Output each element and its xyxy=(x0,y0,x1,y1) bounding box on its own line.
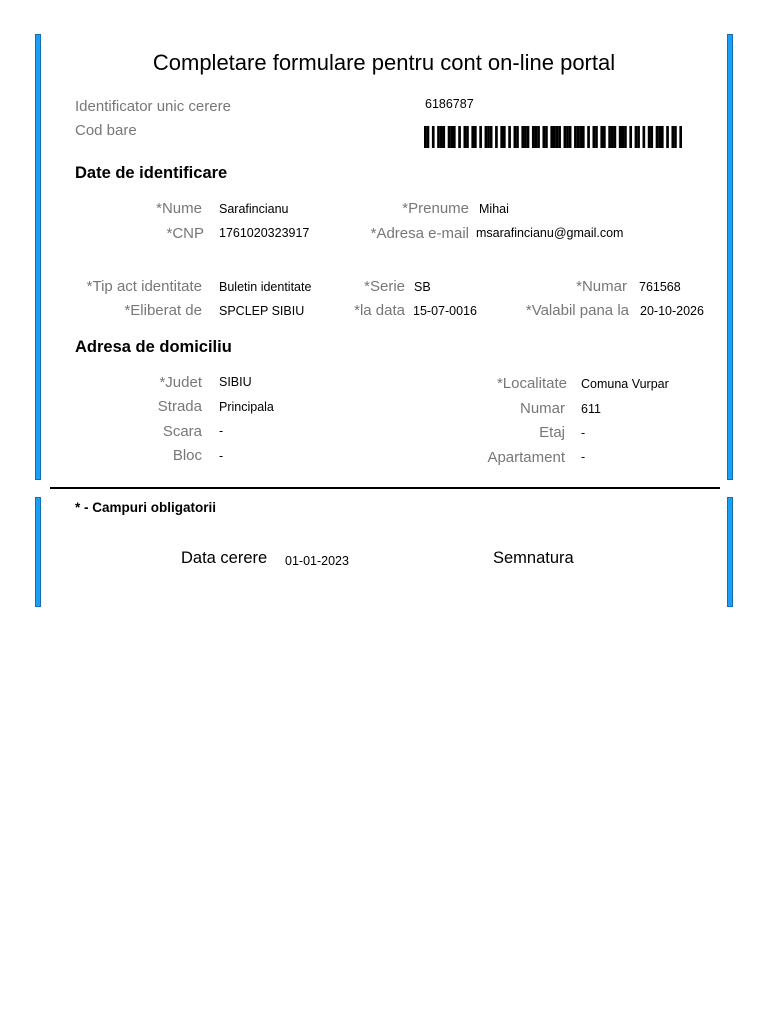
barcode-bar xyxy=(500,126,503,148)
address-heading: Adresa de domiciliu xyxy=(75,338,232,356)
email-value: msarafincianu@gmail.com xyxy=(476,226,624,240)
strada-value: Principala xyxy=(219,400,274,414)
left-accent-bar-bottom xyxy=(35,497,41,607)
apartament-label: Apartament xyxy=(487,449,565,466)
barcode-bar xyxy=(490,126,493,148)
section-divider xyxy=(50,487,720,489)
barcode-bar xyxy=(566,126,569,148)
numar-act-value: 761568 xyxy=(639,280,681,294)
barcode-bar xyxy=(671,126,674,148)
barcode-bar xyxy=(564,126,567,148)
cnp-value: 1761020323917 xyxy=(219,226,310,240)
barcode-bar xyxy=(569,126,572,148)
data-cerere-label: Data cerere xyxy=(181,549,268,567)
serie-label: *Serie xyxy=(364,278,405,295)
prenume-value: Mihai xyxy=(479,202,509,216)
barcode-bar xyxy=(582,126,585,148)
barcode-bar xyxy=(458,126,461,148)
barcode-bar xyxy=(516,126,519,148)
barcode-bar xyxy=(537,126,540,148)
barcode-bar xyxy=(545,126,548,148)
bloc-value: - xyxy=(219,449,224,463)
barcode-bar xyxy=(621,126,624,148)
required-fields-note: * - Campuri obligatorii xyxy=(75,500,217,515)
barcode-bar xyxy=(595,126,598,148)
data-cerere-value: 01-01-2023 xyxy=(285,554,349,568)
left-accent-bar-top xyxy=(35,34,41,480)
eliberat-label: *Eliberat de xyxy=(124,302,202,319)
barcode-bar xyxy=(637,126,640,148)
barcode-bar xyxy=(524,126,527,148)
barcode-bar xyxy=(442,126,445,148)
strada-label: Strada xyxy=(157,398,202,415)
barcode-bar xyxy=(619,126,622,148)
barcode-bar xyxy=(440,126,443,148)
page-title: Completare formulare pentru cont on-line portal xyxy=(152,50,616,75)
barcode-bar xyxy=(503,126,506,148)
barcode-bar xyxy=(424,126,427,148)
barcode-bar xyxy=(463,126,466,148)
barcode-bar xyxy=(608,126,611,148)
barcode-bar xyxy=(527,126,530,148)
barcode-bar xyxy=(532,126,535,148)
tip-act-value: Buletin identitate xyxy=(219,280,312,294)
la-data-label: *la data xyxy=(354,302,405,319)
barcode-bar xyxy=(614,126,617,148)
barcode-bar xyxy=(629,126,632,148)
numar-label: Numar xyxy=(519,400,565,417)
barcode-bar xyxy=(661,126,664,148)
barcode-bar xyxy=(514,126,517,148)
barcode-bar xyxy=(437,126,440,148)
barcode-bar xyxy=(600,126,603,148)
right-accent-bar-bottom xyxy=(727,497,733,607)
barcode-bar xyxy=(579,126,582,148)
apartament-value: - xyxy=(581,450,586,464)
barcode-bar xyxy=(648,126,651,148)
barcode-bar xyxy=(577,126,580,148)
identification-heading: Date de identificare xyxy=(75,164,228,182)
barcode-bar xyxy=(650,126,653,148)
barcode-bar xyxy=(643,126,646,148)
barcode-bar xyxy=(550,126,553,148)
barcode-bar xyxy=(556,126,559,148)
barcode-bar xyxy=(656,126,659,148)
barcode-image xyxy=(424,126,682,148)
barcode-bar xyxy=(553,126,556,148)
barcode-bar xyxy=(592,126,595,148)
barcode-bar xyxy=(485,126,488,148)
barcode-bar xyxy=(542,126,545,148)
barcode-bar xyxy=(679,126,682,148)
localitate-value: Comuna Vurpar xyxy=(581,377,669,391)
la-data-value: 15-07-0016 xyxy=(413,304,477,318)
etaj-label: Etaj xyxy=(539,424,565,441)
barcode-bar xyxy=(448,126,451,148)
request-id-value: 6186787 xyxy=(425,97,474,111)
barcode-bar xyxy=(658,126,661,148)
barcode-label: Cod bare xyxy=(75,122,137,139)
barcode-bar xyxy=(432,126,435,148)
barcode-bar xyxy=(558,126,561,148)
cnp-label: *CNP xyxy=(166,225,204,242)
barcode-bar xyxy=(624,126,627,148)
valabil-label: *Valabil pana la xyxy=(525,302,629,319)
semnatura-label: Semnatura xyxy=(493,549,574,567)
barcode-bar xyxy=(521,126,524,148)
right-accent-bar-top xyxy=(727,34,733,480)
judet-label: *Judet xyxy=(159,374,202,391)
barcode-bar xyxy=(535,126,538,148)
barcode-bar xyxy=(466,126,469,148)
eliberat-value: SPCLEP SIBIU xyxy=(219,304,305,318)
barcode-bar xyxy=(495,126,498,148)
barcode-bar xyxy=(474,126,477,148)
scara-value: - xyxy=(219,424,224,438)
barcode-bar xyxy=(674,126,677,148)
barcode-bar xyxy=(427,126,430,148)
barcode-bar xyxy=(471,126,474,148)
etaj-value: - xyxy=(581,426,586,440)
numar-value: 611 xyxy=(581,402,601,416)
barcode-bar xyxy=(611,126,614,148)
barcode-bar xyxy=(603,126,606,148)
barcode-bar xyxy=(666,126,669,148)
barcode-bar xyxy=(487,126,490,148)
barcode-bar xyxy=(574,126,577,148)
tip-act-label: *Tip act identitate xyxy=(86,278,202,295)
request-id-label: Identificator unic cerere xyxy=(75,98,231,115)
barcode-bar xyxy=(508,126,511,148)
valabil-value: 20-10-2026 xyxy=(640,304,704,318)
barcode-bar xyxy=(453,126,456,148)
bloc-label: Bloc xyxy=(172,447,202,464)
judet-value: SIBIU xyxy=(219,375,252,389)
nume-label: *Nume xyxy=(156,200,202,217)
prenume-label: *Prenume xyxy=(402,200,469,217)
scara-label: Scara xyxy=(162,423,202,440)
email-label: *Adresa e-mail xyxy=(370,225,469,242)
nume-value: Sarafincianu xyxy=(219,202,289,216)
localitate-label: *Localitate xyxy=(496,375,567,392)
serie-value: SB xyxy=(414,280,431,294)
barcode-bar xyxy=(479,126,482,148)
barcode-bar xyxy=(635,126,638,148)
barcode-bar xyxy=(587,126,590,148)
numar-act-label: *Numar xyxy=(576,278,627,295)
barcode-bar xyxy=(450,126,453,148)
